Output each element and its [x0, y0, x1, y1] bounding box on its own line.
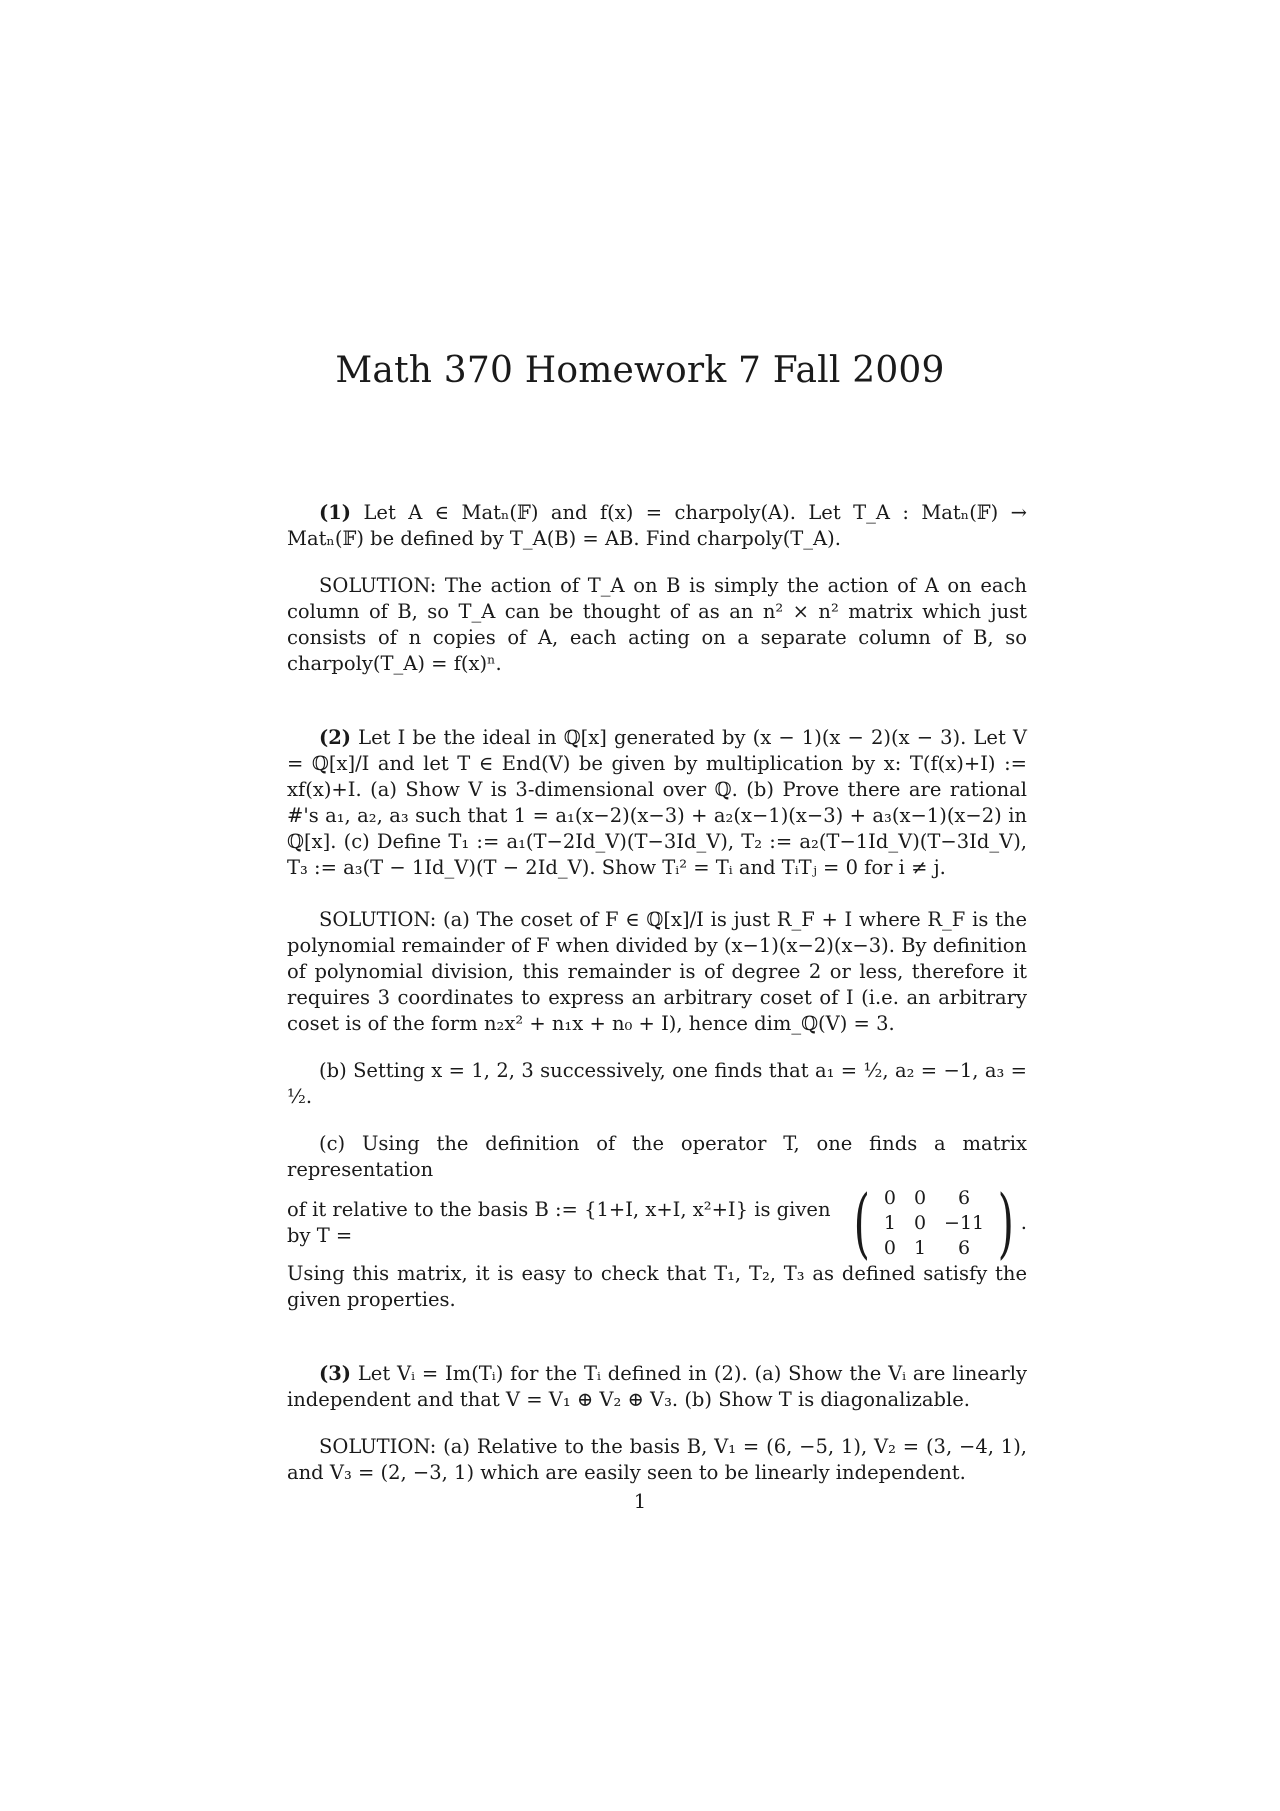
problem-2-solution-c-intro: (c) Using the definition of the operator T, one finds a matrix representation: [287, 1132, 1027, 1181]
matrix-row: [875, 1186, 993, 1211]
problem-2-solution-c-outro: Using this matrix, it is easy to check that T₁, T₂, T₃ as defined satisfy the given properties.: [287, 1262, 1027, 1311]
matrix-cell: −11: [944, 1211, 985, 1234]
matrix-cell: 1: [883, 1211, 896, 1234]
problem-3-statement: [287, 1361, 1027, 1413]
page-title: Math 370 Homework 7 Fall 2009: [335, 350, 945, 391]
matrix-cell: 6: [958, 1236, 971, 1259]
problem-2-matrix-line: [287, 1178, 1027, 1267]
problem-2-solution-b: (b) Setting x = 1, 2, 3 successively, one finds that a₁ = ½, a₂ = −1, a₃ = ½.: [287, 1059, 1027, 1108]
matrix-cell: 0: [913, 1211, 927, 1234]
problem-2-statement: [287, 725, 1027, 881]
problem-3-solution: SOLUTION: (a) Relative to the basis B, V₁ = (6, −5, 1), V₂ = (3, −4, 1), and V₃ = (2, −3, 1) which are easily seen to be linearly independent.: [287, 1435, 1027, 1484]
matrix-cell: 0: [883, 1186, 896, 1209]
right-paren: ): [997, 1178, 1015, 1267]
matrix-cell: 0: [883, 1236, 896, 1259]
matrix-cell: 0: [913, 1186, 927, 1209]
matrix-T: [847, 1178, 1027, 1267]
problem-1-statement: [287, 500, 1027, 552]
problem-number: (3): [319, 1362, 352, 1385]
matrix-row: [875, 1236, 993, 1261]
problem-text: Let Vᵢ = Im(Tᵢ) for the Tᵢ defined in (2). (a) Show the Vᵢ are linearly independent and that V = V₁ ⊕ V₂ ⊕ V₃. (b) Show T is diagonalizable.: [287, 1362, 1027, 1411]
page-number: 1: [633, 1490, 647, 1513]
problem-1-solution: SOLUTION: The action of T_A on B is simply the action of A on each column of B, so T_A can be thought of as an n² × n² matrix which just consists of n copies of A, each acting on a separate column of B, so charpoly(T_A) = f(x)ⁿ.: [287, 574, 1027, 675]
matrix-cell: 6: [958, 1186, 971, 1209]
left-paren: (: [853, 1178, 871, 1267]
problem-number: (2): [319, 726, 352, 749]
matrix-cell: 1: [913, 1236, 927, 1259]
matrix-row: [875, 1211, 993, 1236]
document-body: [287, 500, 1027, 1486]
problem-number: (1): [319, 501, 352, 524]
problem-2-solution-c-basis: of it relative to the basis B := {1+I, x+I, x²+I} is given by T =: [287, 1198, 831, 1247]
period: .: [1020, 1211, 1027, 1234]
problem-text: Let I be the ideal in ℚ[x] generated by (x − 1)(x − 2)(x − 3). Let V = ℚ[x]/I and let T ∈ End(V) be given by multiplication by x: T(f(x)+I) := xf(x)+I. (a) Show V is 3-dimensional over ℚ. (b) Prove there are rational #'s a₁, a₂, a₃ such that 1 = a₁(x−2)(x−3) + a₂(x−1)(x−3) + a₃(x−1)(x−2) in ℚ[x]. (c) Define T₁ := a₁(T−2Id_V)(T−3Id_V), T₂ := a₂(T−1Id_V)(T−3Id_V), T₃ := a₃(T − 1Id_V)(T − 2Id_V). Show Tᵢ² = Tᵢ and TᵢTⱼ = 0 for i ≠ j.: [287, 726, 1027, 879]
problem-text: Let A ∈ Matₙ(𝔽) and f(x) = charpoly(A). Let T_A : Matₙ(𝔽) → Matₙ(𝔽) be defined by T_A(B) = AB. Find charpoly(T_A).: [287, 501, 1028, 550]
matrix-table: [875, 1186, 993, 1261]
problem-2-solution-a: SOLUTION: (a) The coset of F ∈ ℚ[x]/I is just R_F + I where R_F is the polynomial remainder of F when divided by (x−1)(x−2)(x−3). By definition of polynomial division, this remainder is of degree 2 or less, therefore it requires 3 coordinates to express an arbitrary coset of I (i.e. an arbitrary coset is of the form n₂x² + n₁x + n₀ + I), hence dim_ℚ(V) = 3.: [287, 908, 1027, 1035]
